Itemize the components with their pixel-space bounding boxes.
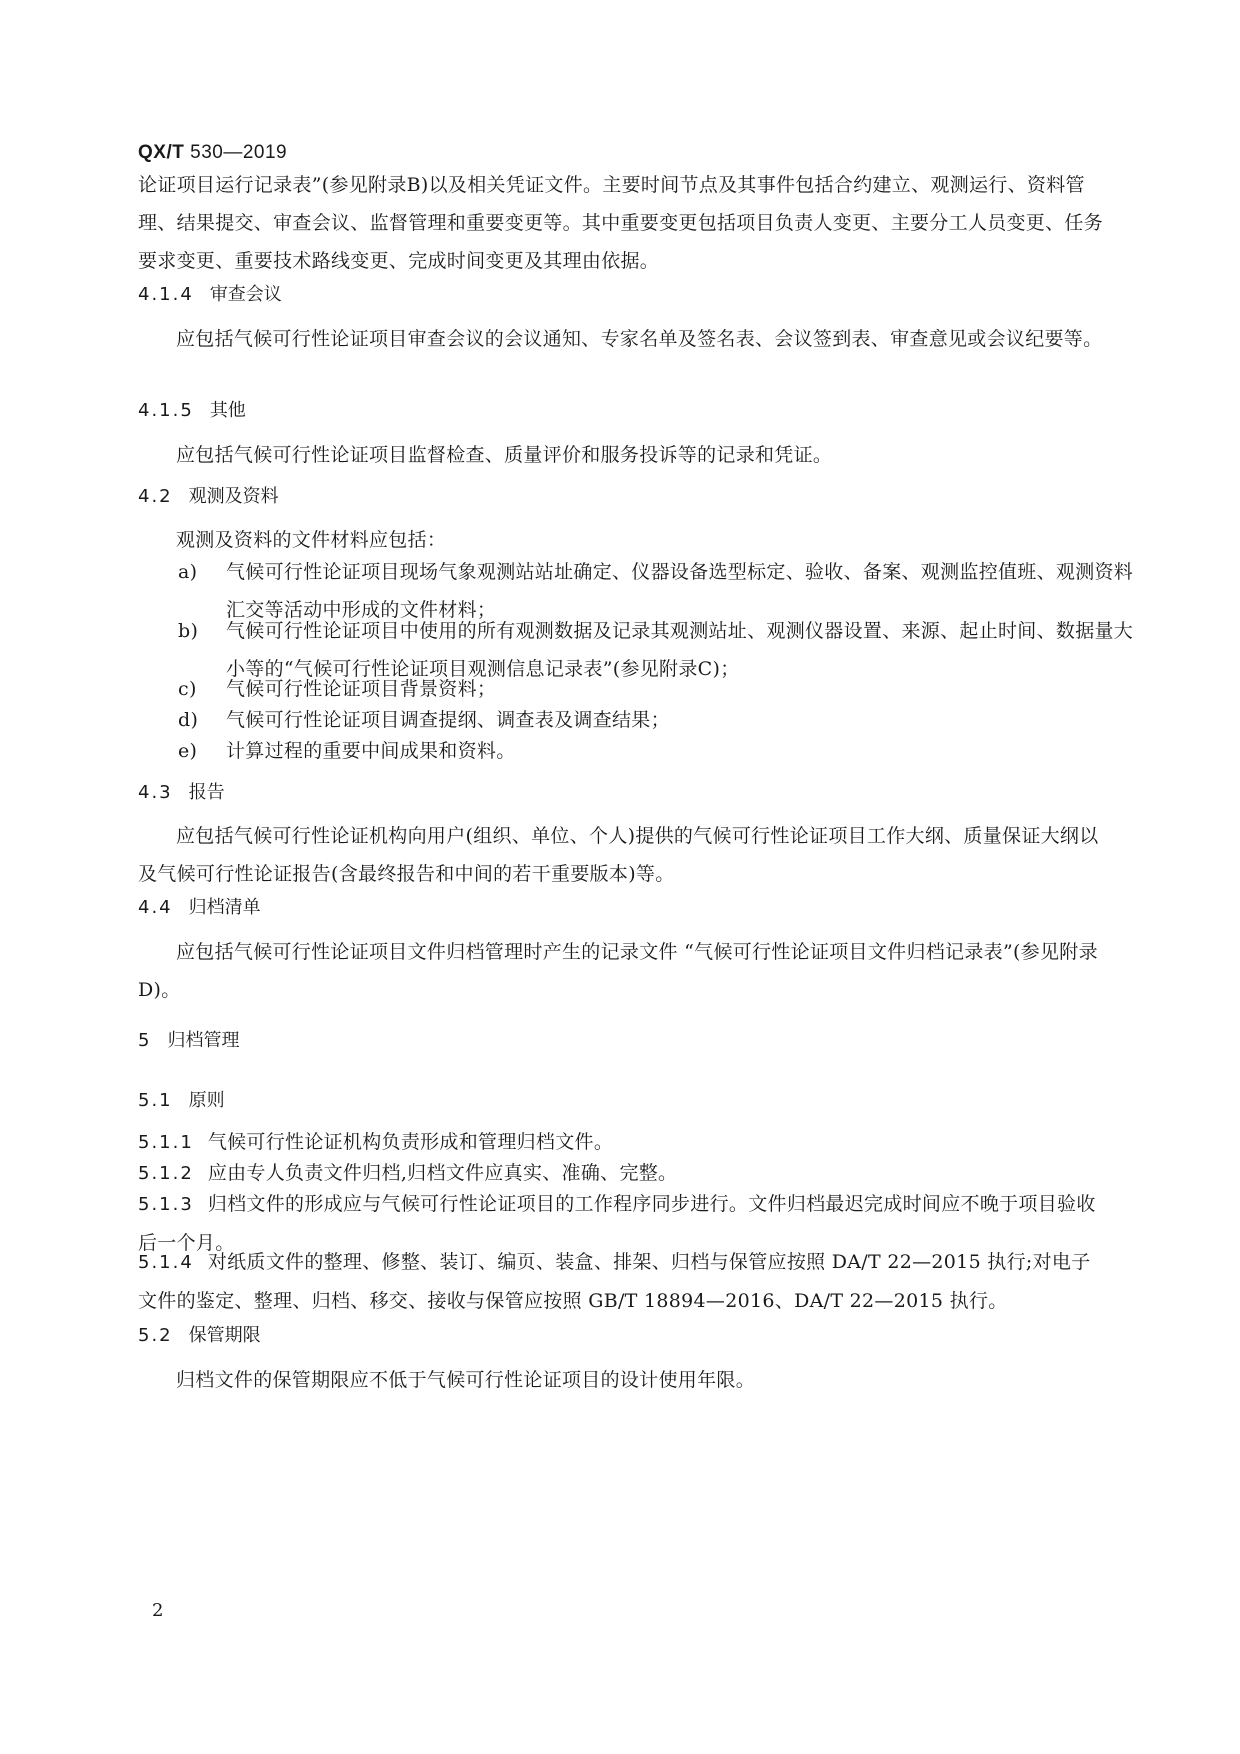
page-number: 2 — [152, 1600, 164, 1621]
heading-4-1-4 — [138, 276, 282, 314]
list-text: 气候可行性论证项目背景资料； — [226, 678, 497, 700]
list-text: 气候可行性论证项目现场气象观测站站址确定、仪器设备选型标定、验收、备案、观测监控值班、观测资料汇交等活动中形成的文件材料； — [226, 561, 1134, 621]
heading-title: 归档管理 — [167, 1030, 240, 1051]
clause-text: 气候可行性论证机构负责形成和管理归档文件。 — [207, 1131, 614, 1153]
heading-4-1-5 — [138, 392, 246, 430]
list-marker: d) — [178, 709, 199, 731]
paragraph-4-3: 应包括气候可行性论证机构向用户(组织、单位、个人)提供的气候可行性论证项目工作大纲、质量保证大纲以及气候可行性论证报告(含最终报告和中间的若干重要版本)等。 — [138, 825, 1099, 885]
heading-4-2 — [138, 478, 279, 516]
heading-title: 观测及资料 — [188, 486, 279, 507]
clause-number: 5.1.2 — [138, 1163, 194, 1184]
paragraph-4-1-4: 应包括气候可行性论证项目审查会议的会议通知、专家名单及签名表、会议签到表、审查意见或会议纪要等。 — [176, 328, 1103, 350]
paragraph-5-2: 归档文件的保管期限应不低于气候可行性论证项目的设计使用年限。 — [176, 1369, 756, 1391]
list-marker: c) — [178, 678, 197, 700]
list-text: 计算过程的重要中间成果和资料。 — [226, 740, 516, 762]
clause-number: 5.1.1 — [138, 1132, 194, 1153]
heading-5-1 — [138, 1082, 225, 1120]
heading-number: 4.3 — [138, 782, 173, 803]
list-marker: b) — [178, 620, 199, 642]
list-text: 气候可行性论证项目中使用的所有观测数据及记录其观测站址、观测仪器设置、来源、起止时间、数据量大小等的“气候可行性论证项目观测信息记录表”(参见附录C)； — [226, 620, 1134, 680]
clause-5-1-4 — [138, 1243, 1104, 1320]
heading-title: 归档清单 — [188, 897, 261, 918]
heading-title: 保管期限 — [188, 1325, 261, 1346]
heading-title: 其他 — [209, 400, 246, 421]
heading-number: 4.4 — [138, 897, 173, 918]
heading-number: 4.1.4 — [138, 284, 194, 305]
paragraph-4-4: 应包括气候可行性论证项目文件归档管理时产生的记录文件 “气候可行性论证项目文件归档记录表”(参见附录D)。 — [138, 941, 1098, 1001]
heading-title: 报告 — [188, 782, 225, 803]
document-code — [138, 142, 287, 164]
paragraph-continued: 论证项目运行记录表”(参见附录B)以及相关凭证文件。主要时间节点及其事件包括合约建立、观测运行、资料管理、结果提交、审查会议、监督管理和重要变更等。其中重要变更包括项目负责人变更、主要分工人员变更、任务要求变更、重要技术路线变更、完成时间变更及其理由依据。 — [138, 174, 1104, 272]
list-marker: a) — [178, 561, 198, 583]
heading-number: 5.2 — [138, 1325, 173, 1346]
list-text: 气候可行性论证项目调查提纲、调查表及调查结果； — [226, 709, 670, 731]
clause-text: 对纸质文件的整理、修整、装订、编页、装盒、排架、归档与保管应按照 DA/T 22—2015 执行;对电子文件的鉴定、整理、归档、移交、接收与保管应按照 GB/T 18894—2016、DA/T 22—2015 执行。 — [138, 1251, 1091, 1312]
heading-4-3 — [138, 774, 225, 812]
clause-text: 归档文件的形成应与气候可行性论证项目的工作程序同步进行。文件归档最迟完成时间应不晚于项目验收后一个月。 — [138, 1193, 1096, 1254]
clause-number: 5.1.4 — [138, 1252, 194, 1273]
heading-number: 5.1 — [138, 1090, 173, 1111]
paragraph-4-2-intro: 观测及资料的文件材料应包括： — [176, 529, 447, 551]
heading-4-4 — [138, 889, 261, 927]
heading-number: 5 — [138, 1030, 152, 1051]
clause-text: 应由专人负责文件归档,归档文件应真实、准确、完整。 — [207, 1162, 678, 1184]
heading-number: 4.1.5 — [138, 400, 194, 421]
heading-5 — [138, 1022, 239, 1060]
heading-title: 审查会议 — [209, 284, 282, 305]
heading-number: 4.2 — [138, 486, 173, 507]
list-item-e — [178, 732, 1152, 770]
clause-number: 5.1.3 — [138, 1194, 194, 1215]
heading-5-2 — [138, 1317, 261, 1355]
document-code-number: 530—2019 — [190, 142, 288, 163]
list-marker: e) — [178, 740, 198, 762]
paragraph-4-1-5: 应包括气候可行性论证项目监督检查、质量评价和服务投诉等的记录和凭证。 — [176, 444, 833, 466]
document-code-prefix: QX/T — [138, 142, 185, 163]
heading-title: 原则 — [188, 1090, 225, 1111]
